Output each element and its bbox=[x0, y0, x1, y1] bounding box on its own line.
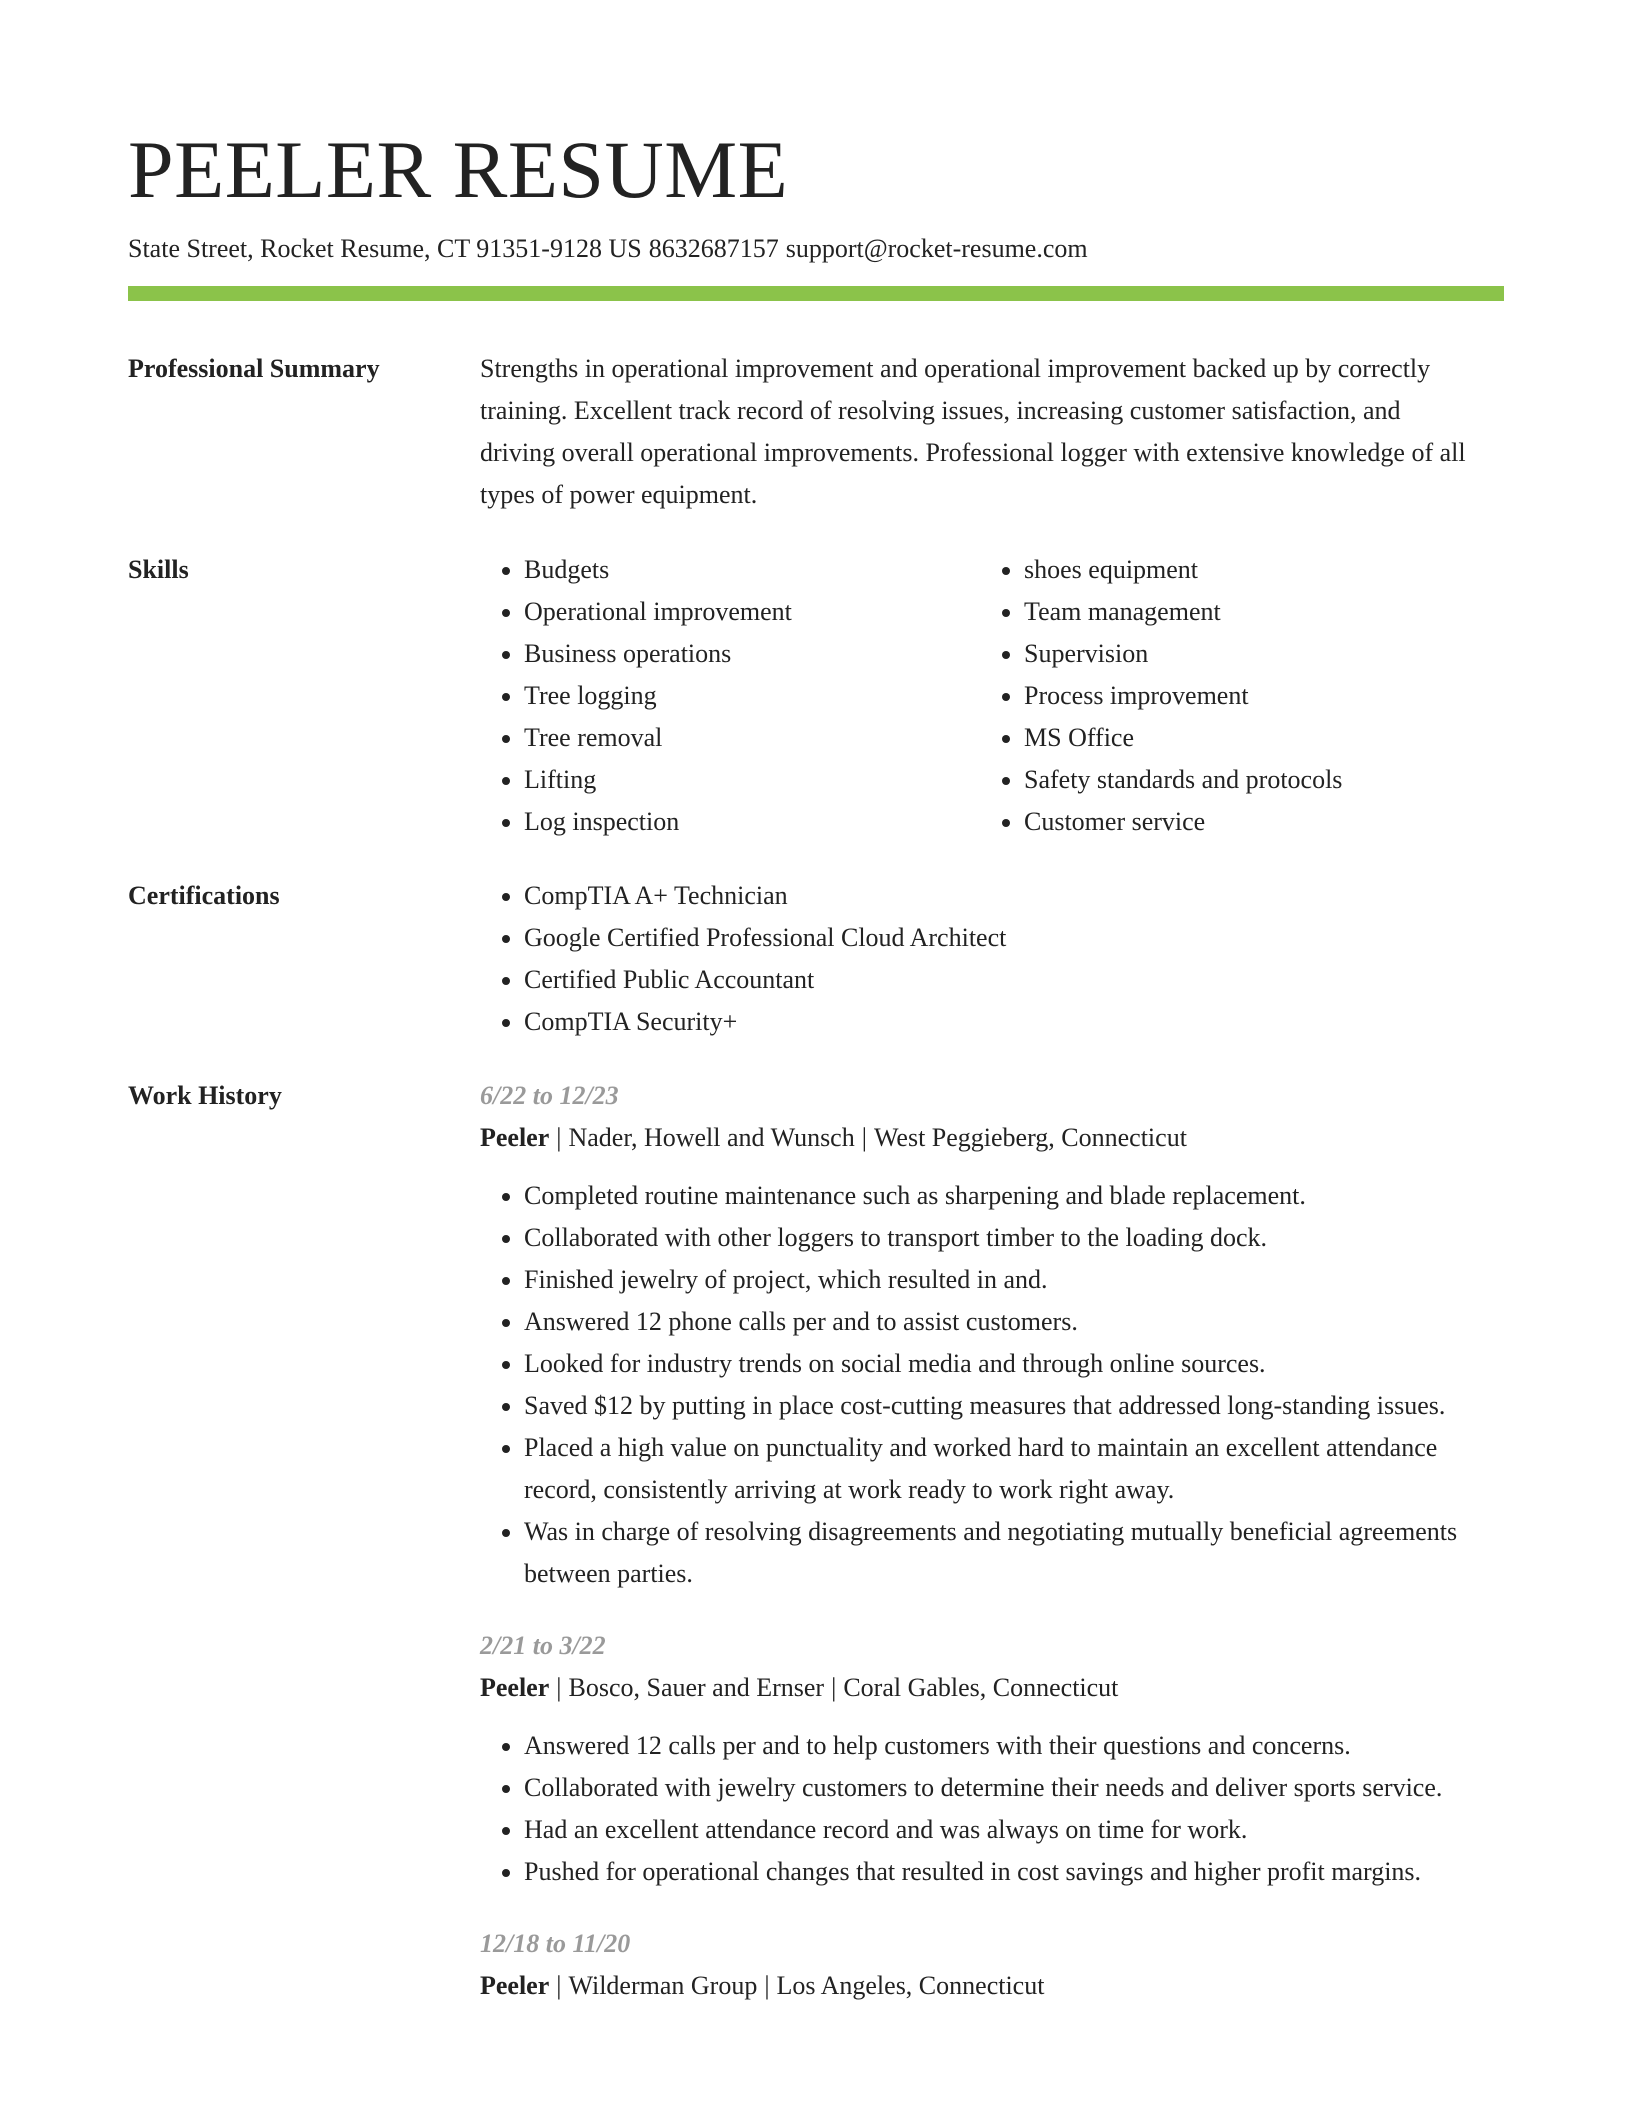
skill-item: • Operational improvement bbox=[524, 591, 980, 633]
duty-item: • Collaborated with jewelry customers to determine their needs and deliver sports service. bbox=[524, 1767, 1480, 1809]
separator: | bbox=[556, 1123, 562, 1152]
certifications-heading: Certifications bbox=[128, 881, 280, 910]
phone: 8632687157 bbox=[648, 234, 779, 263]
separator: | bbox=[831, 1673, 837, 1702]
duty-item: • Completed routine maintenance such as sharpening and blade replacement. bbox=[524, 1175, 1480, 1217]
summary-text: Strengths in operational improvement and operational improvement backed up by correctly training. Excellent track record of resolving issues, increasing customer satisfaction, and driving overall operational improvements. Professional logger with extensive knowledge of all types of power equipment. bbox=[480, 354, 1466, 509]
contact-line bbox=[128, 232, 1088, 266]
skills-list-right bbox=[980, 549, 1480, 843]
certification-item: • Google Certified Professional Cloud Architect bbox=[524, 917, 1480, 959]
email: support@rocket-resume.com bbox=[785, 234, 1088, 263]
skill-item: • Tree removal bbox=[524, 717, 980, 759]
duty-item: • Was in charge of resolving disagreements and negotiating mutually beneficial agreements between parties. bbox=[524, 1511, 1480, 1595]
job-dates: 2/21 to 3/22 bbox=[480, 1631, 606, 1660]
work-history-heading: Work History bbox=[128, 1081, 282, 1110]
skill-item: • Budgets bbox=[524, 549, 980, 591]
certification-item: • CompTIA Security+ bbox=[524, 1001, 1480, 1043]
skill-item: • Customer service bbox=[1024, 801, 1480, 843]
duty-item: • Collaborated with other loggers to transport timber to the loading dock. bbox=[524, 1217, 1480, 1259]
skill-item: • Safety standards and protocols bbox=[1024, 759, 1480, 801]
job-company: Nader, Howell and Wunsch bbox=[568, 1123, 855, 1152]
separator: | bbox=[556, 1673, 562, 1702]
job-header bbox=[480, 1965, 1480, 2007]
skill-item: • Log inspection bbox=[524, 801, 980, 843]
skill-item: • Supervision bbox=[1024, 633, 1480, 675]
job-location: Coral Gables, Connecticut bbox=[843, 1673, 1119, 1702]
duty-item: • Looked for industry trends on social media and through online sources. bbox=[524, 1343, 1480, 1385]
skill-item: • Team management bbox=[1024, 591, 1480, 633]
separator: | bbox=[556, 1971, 562, 2000]
job-company: Bosco, Sauer and Ernser bbox=[568, 1673, 825, 1702]
skill-item: • shoes equipment bbox=[1024, 549, 1480, 591]
skill-item: • Tree logging bbox=[524, 675, 980, 717]
skills-heading: Skills bbox=[128, 555, 189, 584]
separator: | bbox=[764, 1971, 770, 2000]
header-divider bbox=[128, 286, 1504, 301]
skill-item: • Business operations bbox=[524, 633, 980, 675]
duty-item: • Answered 12 phone calls per and to assist customers. bbox=[524, 1301, 1480, 1343]
job-duties bbox=[480, 1725, 1480, 1893]
job-entry bbox=[480, 1625, 1480, 1893]
duty-item: • Pushed for operational changes that resulted in cost savings and higher profit margins. bbox=[524, 1851, 1480, 1893]
job-entry bbox=[480, 1923, 1480, 2007]
duty-item: • Had an excellent attendance record and was always on time for work. bbox=[524, 1809, 1480, 1851]
job-title: Peeler bbox=[480, 1123, 550, 1152]
certification-item: • Certified Public Accountant bbox=[524, 959, 1480, 1001]
certifications-list bbox=[480, 875, 1480, 1043]
job-dates: 12/18 to 11/20 bbox=[480, 1929, 631, 1958]
certification-item: • CompTIA A+ Technician bbox=[524, 875, 1480, 917]
duty-item: • Saved $12 by putting in place cost-cutting measures that addressed long-standing issues. bbox=[524, 1385, 1480, 1427]
job-duties bbox=[480, 1175, 1480, 1595]
job-title: Peeler bbox=[480, 1971, 550, 2000]
skill-item: • Process improvement bbox=[1024, 675, 1480, 717]
job-title: Peeler bbox=[480, 1673, 550, 1702]
summary-heading: Professional Summary bbox=[128, 354, 380, 383]
address: State Street, Rocket Resume, CT 91351-9128 US bbox=[128, 234, 642, 263]
job-entry bbox=[480, 1075, 1480, 1595]
duty-item: • Finished jewelry of project, which resulted in and. bbox=[524, 1259, 1480, 1301]
job-header bbox=[480, 1117, 1480, 1159]
job-dates: 6/22 to 12/23 bbox=[480, 1081, 619, 1110]
job-location: West Peggieberg, Connecticut bbox=[873, 1123, 1187, 1152]
duty-item: • Answered 12 calls per and to help customers with their questions and concerns. bbox=[524, 1725, 1480, 1767]
resume-title: PEELER RESUME bbox=[128, 124, 789, 215]
separator: | bbox=[861, 1123, 867, 1152]
job-header bbox=[480, 1667, 1480, 1709]
job-location: Los Angeles, Connecticut bbox=[776, 1971, 1045, 2000]
skill-item: • Lifting bbox=[524, 759, 980, 801]
job-company: Wilderman Group bbox=[568, 1971, 758, 2000]
duty-item: • Placed a high value on punctuality and worked hard to maintain an excellent attendance record, consistently arriving at work ready to work right away. bbox=[524, 1427, 1480, 1511]
skill-item: • MS Office bbox=[1024, 717, 1480, 759]
skills-list-left bbox=[480, 549, 980, 843]
